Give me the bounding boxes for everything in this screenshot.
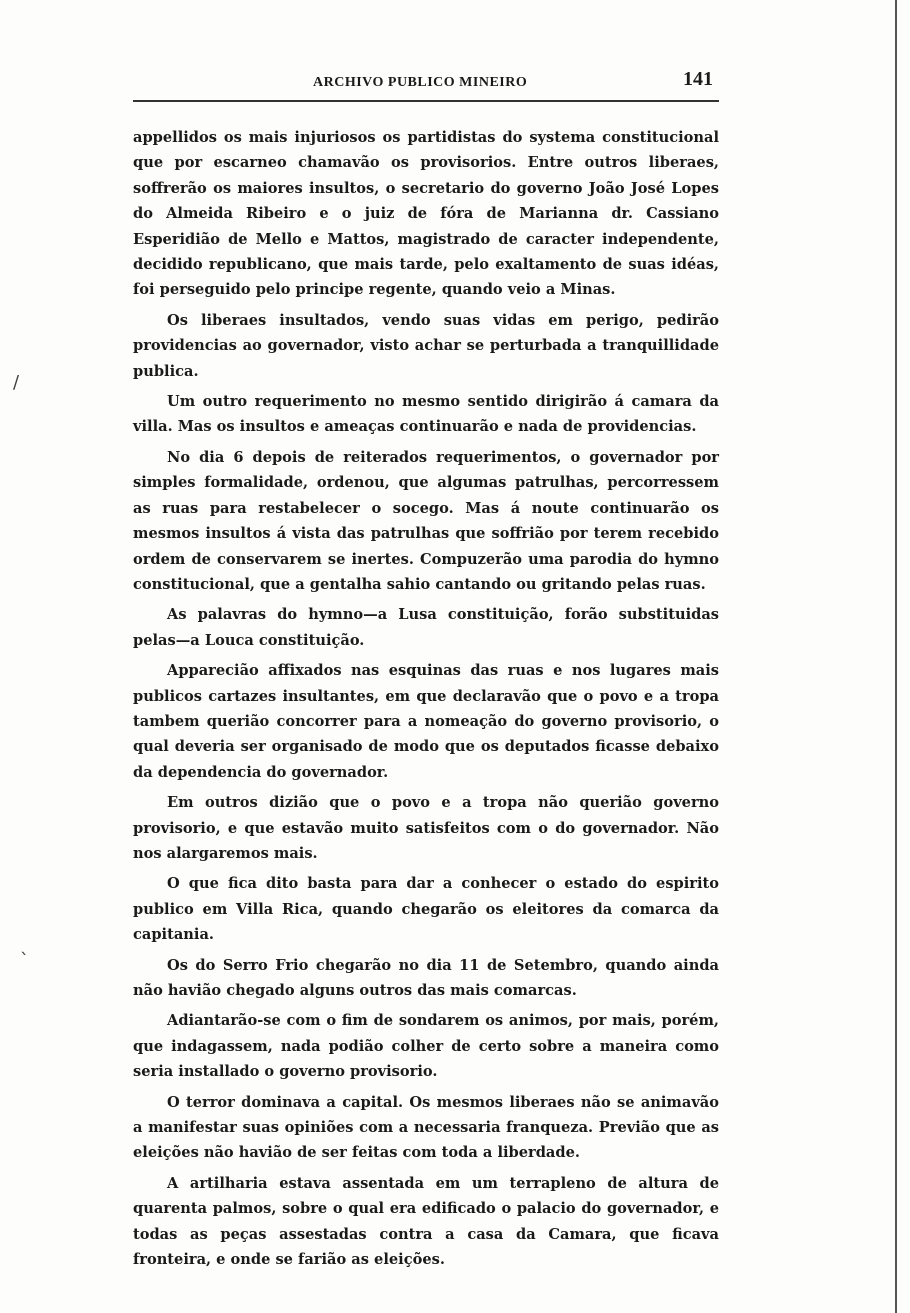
- paragraph: A artilharia estava assentada em um terrapleno de altura de quarenta palmos, sobre o qual era edificado o palacio do governador, e todas as peças assestadas contra a casa da Camara, que ficava fronteira, e onde se farião as eleições.: [133, 1174, 719, 1269]
- paragraph: appellidos os mais injuriosos os partidistas do systema constitucional que por escarneo chamavão os provisorios. Entre outros liberaes, soffrerão os maiores insultos, o secretario do governo João José Lopes do Almeida Ribeiro e o juiz de fóra de Marianna dr. Cassiano Esperidião de Mello e Mattos, magistrado de caracter independente, decidido republicano, que mais tarde, pelo exaltamento de suas idéas, foi perseguido pelo principe regente, quando veio a Minas.: [133, 129, 719, 299]
- margin-mark: `: [20, 950, 29, 971]
- header-rule: [133, 100, 719, 102]
- paragraph: As palavras do hymno—a Lusa constituição, forão substituidas pelas—a Louca constituição.: [133, 606, 719, 649]
- margin-mark: /: [13, 372, 20, 393]
- paragraph: O terror dominava a capital. Os mesmos liberaes não se animavão a manifestar suas opiniões com a necessaria franqueza. Previão que as eleições não havião de ser feitas com toda a liberdade.: [133, 1093, 719, 1162]
- paragraph: Adiantarão-se com o fim de sondarem os animos, por mais, porém, que indagassem, nada podião colher de certo sobre a maneira como seria installado o governo provisorio.: [133, 1012, 719, 1081]
- page-edge-line: [895, 0, 897, 1313]
- page-header: [133, 62, 719, 102]
- page-number: 141: [683, 68, 713, 90]
- paragraph: No dia 6 depois de reiterados requerimentos, o governador por simples formalidade, ordenou, que algumas patrulhas, percorressem as ruas para restabelecer o socego. Mas á noute continuarão os mesmos insultos á vista das patrulhas que soffrião por terem recebido ordem de conservarem se inertes. Compuzerão uma parodia do hymno constitucional, que a gentalha sahio cantando ou gritando pelas ruas.: [133, 448, 719, 593]
- paragraph: Um outro requerimento no mesmo sentido dirigirão á camara da villa. Mas os insultos e ameaças continuarão e nada de providencias.: [133, 393, 719, 436]
- paragraph: O que fica dito basta para dar a conhecer o estado do espirito publico em Villa Rica, quando chegarão os eleitores da comarca da capitania.: [133, 875, 719, 944]
- paragraph: Apparecião affixados nas esquinas das ruas e nos lugares mais publicos cartazes insultantes, em que declaravão que o povo e a tropa tambem querião concorrer para a nomeação do governo provisorio, o qual deveria ser organisado de modo que os deputados ficasse debaixo da dependencia do governador.: [133, 662, 719, 781]
- paragraph: Os do Serro Frio chegarão no dia 11 de Setembro, quando ainda não havião chegado alguns outros das mais comarcas.: [133, 956, 719, 999]
- body-text: [133, 125, 719, 1277]
- paragraph: Em outros dizião que o povo e a tropa não querião governo provisorio, e que estavão muito satisfeitos com o do governador. Não nos alargaremos mais.: [133, 794, 719, 862]
- running-title: ARCHIVO PUBLICO MINEIRO: [313, 75, 528, 90]
- paragraph: Os liberaes insultados, vendo suas vidas em perigo, pedirão providencias ao governador, visto achar se perturbada a tranquillidade publica.: [133, 311, 719, 380]
